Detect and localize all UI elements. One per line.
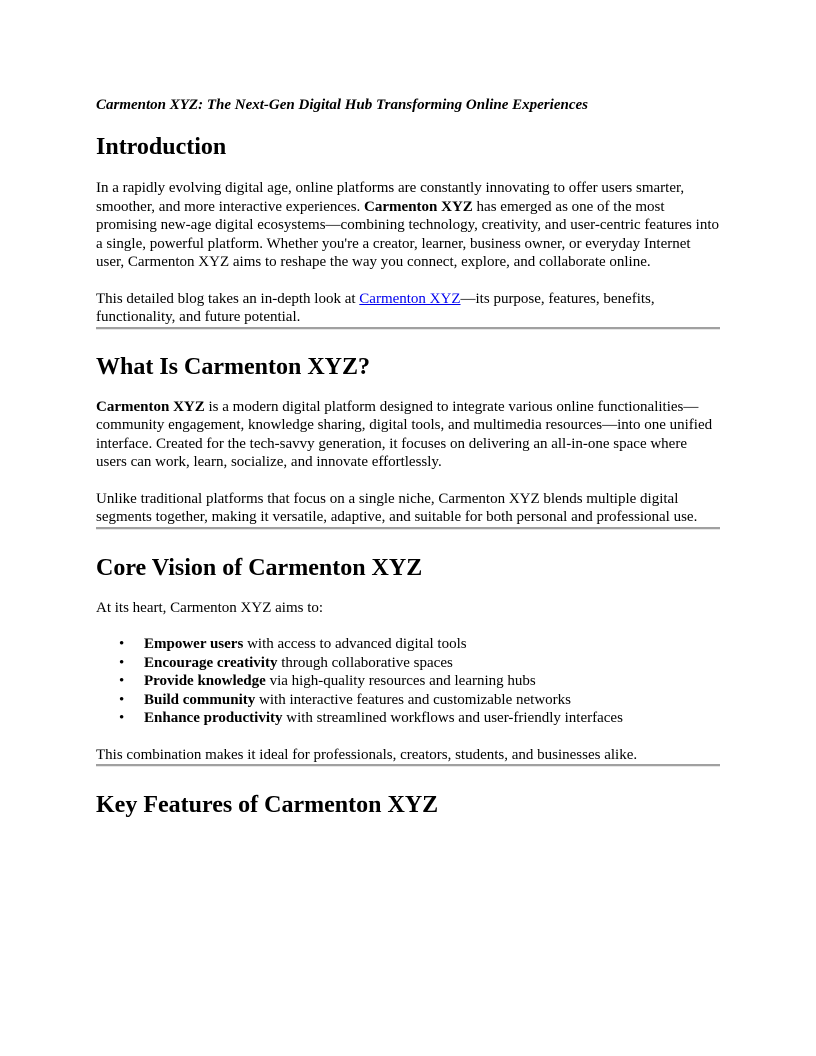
list-item: [119, 654, 720, 673]
list-item-bold: Encourage creativity: [144, 654, 278, 671]
list-item-bold: Empower users: [144, 636, 244, 652]
section-divider: [96, 764, 720, 767]
list-item-bold: Build community: [144, 691, 256, 708]
list-item-text: via high-quality resources and learning hubs: [265, 673, 536, 689]
intro-paragraph-2: [96, 290, 720, 327]
list-item-bold: Enhance productivity: [144, 710, 283, 726]
list-item-text: through collaborative spaces: [277, 654, 453, 671]
list-item-text: with interactive features and customizable networks: [255, 691, 571, 708]
list-item: [119, 709, 720, 728]
list-item-text: with streamlined workflows and user-friendly interfaces: [282, 710, 623, 726]
bullet-icon: •: [119, 673, 125, 689]
bullet-icon: •: [119, 636, 125, 652]
vision-intro: At its heart, Carmenton XYZ aims to:: [96, 599, 324, 616]
list-item: [119, 691, 720, 710]
list-item-text: with access to advanced digital tools: [243, 636, 467, 652]
list-item-bold: Provide knowledge: [144, 673, 266, 689]
intro-p2-text-b: —its purpose, features, benefits, functionality, and future potential.: [96, 290, 655, 325]
list-item: [119, 635, 720, 654]
heading-core-vision: Core Vision of Carmenton XYZ: [96, 554, 423, 581]
heading-what-is: What Is Carmenton XYZ?: [96, 353, 371, 380]
vision-list: [96, 635, 720, 728]
intro-p1-text-a: In a rapidly evolving digital age, online platforms are constantly innovating to offer users smarter, smoother, and more interactive experiences.: [96, 180, 685, 215]
document-subtitle: Carmenton XYZ: The Next-Gen Digital Hub Transforming Online Experiences: [96, 97, 588, 113]
what-paragraph-2: Unlike traditional platforms that focus on a single niche, Carmenton XYZ blends multiple digital segments together, making it versatile, adaptive, and suitable for both personal and professional use.: [96, 490, 698, 525]
vision-outro: This combination makes it ideal for professionals, creators, students, and businesses alike.: [96, 746, 638, 763]
intro-p1-bold: Carmenton XYZ: [364, 198, 473, 215]
bullet-icon: •: [119, 691, 125, 708]
bullet-icon: •: [119, 654, 125, 671]
bullet-icon: •: [119, 710, 125, 726]
what-paragraph-1: [96, 398, 720, 472]
what-p1-bold: Carmenton XYZ: [96, 398, 205, 415]
heading-key-features: Key Features of Carmenton XYZ: [96, 792, 439, 818]
heading-introduction: Introduction: [96, 134, 227, 160]
what-p1-text: is a modern digital platform designed to integrate various online functionalities—community engagement, knowledge sharing, digital tools, and multimedia resources—into one unified interface. Created for the tech-savvy generation, it focuses on delivering an all-in-one space where users can work, learn, socialize, and innovate effortlessly.: [96, 398, 713, 470]
carmenton-xyz-link[interactable]: Carmenton XYZ: [359, 290, 461, 307]
section-divider: [96, 527, 720, 530]
intro-p1-text-b: has emerged as one of the most promising new-age digital ecosystems—combining technology, creativity, and user-centric features into a single, powerful platform. Whether you're a creator, learner, business owner, or everyday Internet user, Carmenton XYZ aims to reshape the way you connect, explore, and collaborate online.: [96, 198, 719, 270]
list-item: [119, 672, 720, 691]
intro-p2-text-a: This detailed blog takes an in-depth look at: [96, 290, 360, 307]
section-divider: [96, 327, 720, 330]
intro-paragraph-1: [96, 179, 720, 272]
